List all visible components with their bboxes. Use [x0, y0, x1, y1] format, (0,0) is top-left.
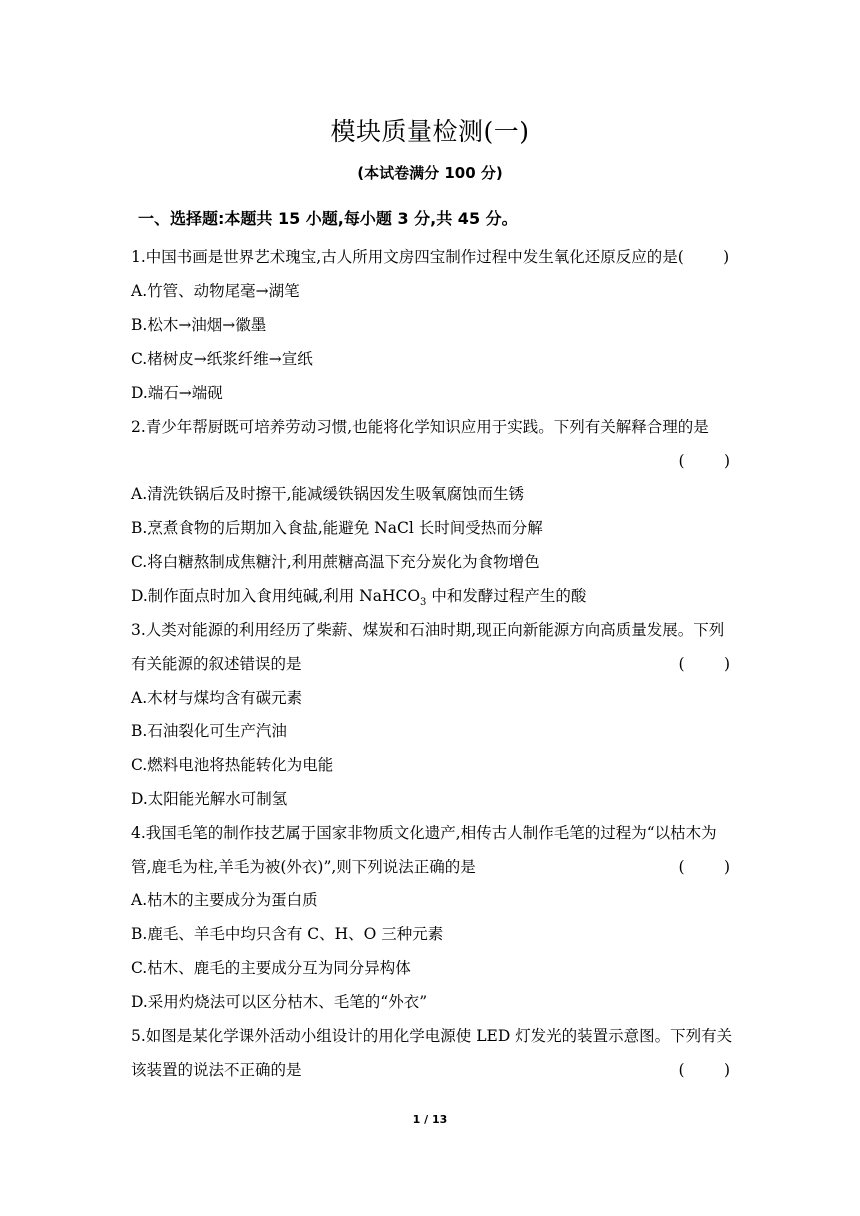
page-number: 1 / 13	[412, 1113, 448, 1126]
section-heading: 一、选择题:本题共 15 小题,每小题 3 分,共 45 分。	[138, 209, 518, 228]
question-2-option-a: A.清洗铁锅后及时擦干,能减缓铁锅因发生吸氧腐蚀而生锈	[131, 485, 525, 503]
question-3-option-c: C.燃料电池将热能转化为电能	[131, 756, 334, 774]
question-5-stem-line-1: 5.如图是某化学课外活动小组设计的用化学电源使 LED 灯发光的装置示意图。下列有关	[131, 1027, 733, 1045]
question-4-option-b: B.鹿毛、羊毛中均只含有 C、H、O 三种元素	[131, 925, 444, 943]
question-4-option-d: D.采用灼烧法可以区分枯木、毛笔的“外衣”	[131, 993, 428, 1011]
page-title: 模块质量检测(一)	[330, 117, 530, 146]
question-5-answer-paren: ( )	[678, 1061, 730, 1079]
question-4-stem-line-2: 管,鹿毛为柱,羊毛为被(外衣)”,则下列说法正确的是	[131, 858, 476, 876]
question-3-option-a: A.木材与煤均含有碳元素	[131, 689, 303, 707]
page-subtitle: (本试卷满分 100 分)	[357, 164, 503, 182]
question-1-stem: 1.中国书画是世界艺术瑰宝,古人所用文房四宝制作过程中发生氧化还原反应的是( )	[131, 248, 730, 266]
question-3-stem-line-1: 3.人类对能源的利用经历了柴薪、煤炭和石油时期,现正向新能源方向高质量发展。下列	[131, 621, 725, 639]
question-4-option-c: C.枯木、鹿毛的主要成分互为同分异构体	[131, 959, 411, 977]
question-5-stem-line-2: 该装置的说法不正确的是	[131, 1061, 302, 1079]
question-3-answer-paren: ( )	[678, 655, 730, 673]
question-2-option-c: C.将白糖熬制成焦糖汁,利用蔗糖高温下充分炭化为食物增色	[131, 553, 540, 571]
question-2-option-b: B.烹煮食物的后期加入食盐,能避免 NaCl 长时间受热而分解	[131, 519, 543, 537]
question-1-option-c: C.楮树皮→纸浆纤维→宣纸	[131, 350, 313, 368]
question-1-option-d: D.端石→端砚	[131, 384, 223, 402]
question-4-option-a: A.枯木的主要成分为蛋白质	[131, 891, 318, 909]
question-2-option-d: D.制作面点时加入食用纯碱,利用 NaHCO$_3$ 中和发酵过程产生的酸	[131, 587, 587, 609]
subscript-3: 3	[420, 597, 427, 609]
question-3-option-d: D.太阳能光解水可制氢	[131, 790, 288, 808]
question-3-option-b: B.石油裂化可生产汽油	[131, 722, 287, 740]
question-1-option-a: A.竹管、动物尾毫→湖笔	[131, 282, 300, 300]
question-4-stem-line-1: 4.我国毛笔的制作技艺属于国家非物质文化遗产,相传古人制作毛笔的过程为“以枯木为	[131, 824, 717, 842]
question-1-option-b: B.松木→油烟→徽墨	[131, 316, 267, 334]
question-2-answer-paren: ( )	[678, 452, 730, 470]
question-4-answer-paren: ( )	[678, 858, 730, 876]
question-2-stem: 2.青少年帮厨既可培养劳动习惯,也能将化学知识应用于实践。下列有关解释合理的是	[131, 418, 709, 436]
question-3-stem-line-2: 有关能源的叙述错误的是	[131, 655, 302, 673]
